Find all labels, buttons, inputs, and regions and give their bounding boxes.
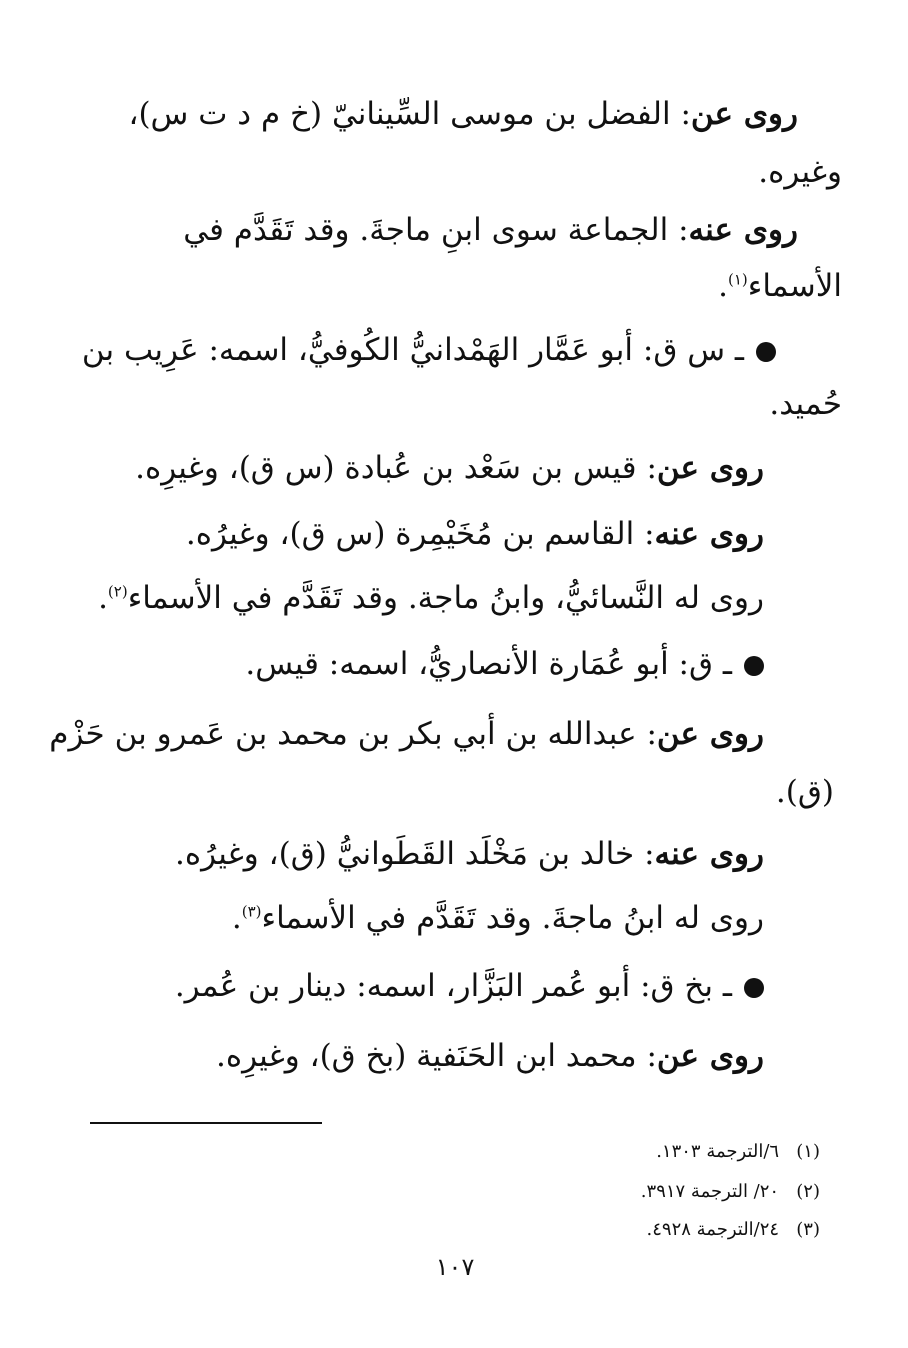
footnote-divider bbox=[90, 1122, 322, 1124]
entry-text: الأسماء bbox=[747, 268, 842, 304]
entry-text: : الفضل بن موسى السِّينانيّ (خ م د ت س)، bbox=[128, 96, 691, 132]
bullet-icon bbox=[756, 342, 776, 362]
entry-text: (ق). bbox=[775, 774, 834, 810]
bullet-icon bbox=[744, 656, 764, 676]
footnote-number: (٣) bbox=[796, 1219, 820, 1240]
footnote-text: ٢٤/الترجمة ٤٩٢٨. bbox=[646, 1219, 780, 1240]
entry-text: : خالد بن مَخْلَد القَطَوانيُّ (ق)، وغيرُه. bbox=[175, 836, 655, 872]
footnote-text: ٦/الترجمة ١٣٠٣. bbox=[656, 1141, 780, 1162]
entry-text: روى له النَّسائيُّ، وابنُ ماجة. وقد تَقَدَّم في الأسماء bbox=[127, 580, 764, 616]
line-5 bbox=[82, 330, 776, 370]
footnote-number: (٢) bbox=[796, 1181, 820, 1202]
entry-text: حُميد. bbox=[769, 386, 842, 422]
footnote-number: (١) bbox=[796, 1141, 820, 1162]
entry-text: ـ ق: أبو عُمَارة الأنصاريُّ، اسمه: قيس. bbox=[245, 646, 732, 682]
entry-text: روى له ابنُ ماجةَ. وقد تَقَدَّم في الأسماء bbox=[261, 900, 764, 936]
line-16 bbox=[216, 1036, 764, 1076]
line-9 bbox=[98, 578, 764, 618]
entry-label: روى عنه bbox=[654, 836, 764, 872]
line-10 bbox=[245, 644, 764, 684]
line-11 bbox=[49, 714, 764, 754]
footnote-2 bbox=[641, 1180, 820, 1204]
entry-label: روى عنه bbox=[654, 516, 764, 552]
entry-text: : محمد ابن الحَنَفية (بخ ق)، وغيرِه. bbox=[215, 1038, 657, 1074]
line-4 bbox=[718, 266, 842, 306]
line-3 bbox=[183, 210, 798, 250]
entry-label: روى عن bbox=[656, 1038, 764, 1074]
entry-text: ـ بخ ق: أبو عُمر البَزَّار، اسمه: دينار بن عُمر. bbox=[174, 968, 732, 1004]
line-8 bbox=[186, 514, 764, 554]
footnote-3 bbox=[647, 1218, 820, 1242]
entry-text: : قيس بن سَعْد بن عُبادة (س ق)، وغيرِه. bbox=[135, 450, 657, 486]
line-7 bbox=[135, 448, 764, 488]
entry-text: : عبدالله بن أبي بكر بن محمد بن عَمرو بن حَزْم bbox=[49, 716, 657, 752]
footnote-ref: (٢) bbox=[107, 582, 128, 601]
footnote-ref: (١) bbox=[728, 270, 748, 289]
bullet-icon bbox=[744, 978, 764, 998]
entry-label: روى عن bbox=[690, 96, 798, 132]
line-1 bbox=[128, 94, 798, 134]
line-13 bbox=[175, 834, 764, 874]
line-15 bbox=[175, 966, 764, 1006]
line-12 bbox=[776, 772, 834, 812]
footnote-text: ٢٠/ الترجمة ٣٩١٧. bbox=[640, 1181, 780, 1202]
line-6 bbox=[769, 384, 842, 424]
entry-punct: . bbox=[718, 268, 728, 304]
line-14 bbox=[232, 898, 764, 938]
entry-text: : القاسم بن مُخَيْمِرة (س ق)، وغيرُه. bbox=[185, 516, 655, 552]
page-number: ١٠٧ bbox=[435, 1253, 475, 1281]
entry-text: وغيره. bbox=[758, 154, 842, 190]
entry-text: : الجماعة سوى ابنِ ماجةَ. وقد تَقَدَّم في bbox=[183, 212, 689, 248]
entry-punct: . bbox=[98, 580, 108, 616]
entry-text: ـ س ق: أبو عَمَّار الهَمْدانيُّ الكُوفيُّ، اسمه: عَرِيب بن bbox=[81, 332, 744, 368]
entry-label: روى عنه bbox=[688, 212, 798, 248]
entry-label: روى عن bbox=[656, 716, 764, 752]
footnote-ref: (٣) bbox=[241, 902, 262, 921]
footnote-1 bbox=[656, 1140, 820, 1164]
line-2 bbox=[758, 152, 842, 192]
entry-punct: . bbox=[231, 900, 242, 936]
entry-label: روى عن bbox=[656, 450, 764, 486]
